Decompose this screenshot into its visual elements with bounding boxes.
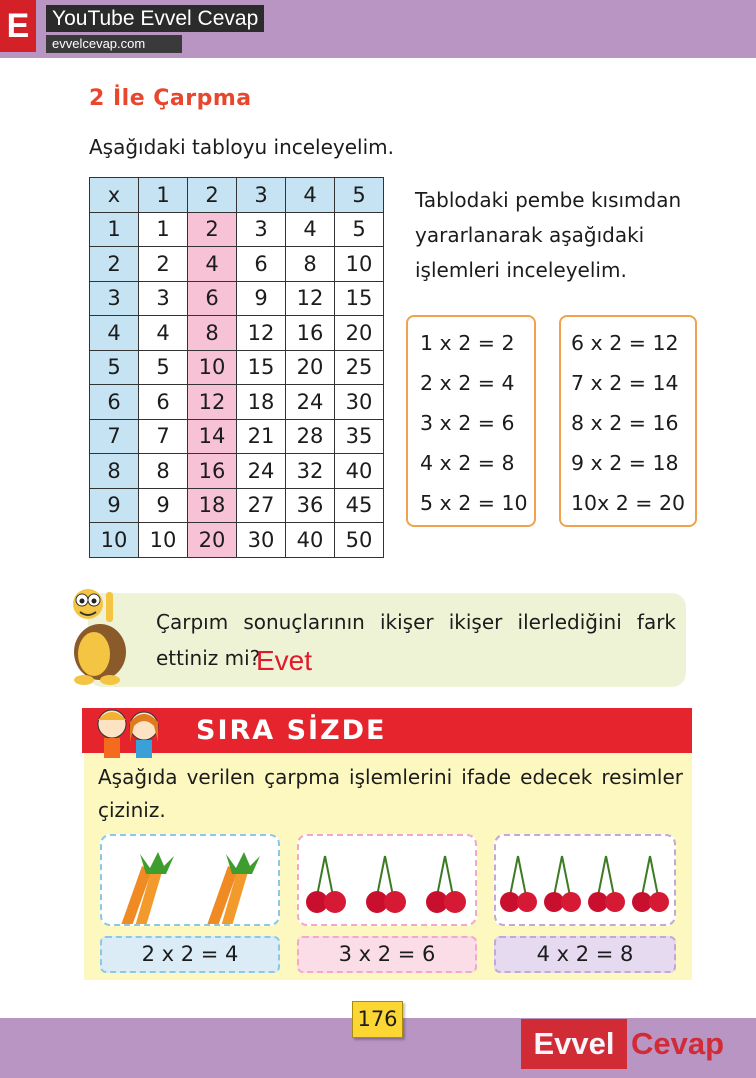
table-cell: 2 xyxy=(139,247,188,282)
task-text: Aşağıda verilen çarpma işlemlerini ifade edecek resimler çiziniz. xyxy=(98,765,683,822)
side-line: yararlanarak aşağıdaki xyxy=(415,223,645,247)
footer-logo xyxy=(521,1019,747,1069)
operation: 4 x 2 = 8 xyxy=(420,451,515,475)
table-row xyxy=(90,247,384,282)
table-cell: 50 xyxy=(335,523,384,558)
table-row xyxy=(90,350,384,385)
table-cell: 3 xyxy=(237,212,286,247)
table-cell: 10 xyxy=(139,523,188,558)
table-cell: 18 xyxy=(188,488,237,523)
cherry-picture-2 xyxy=(494,834,676,926)
table-cell: 5 xyxy=(335,212,384,247)
table-cell: 8 xyxy=(90,454,139,489)
table-cell: 3 xyxy=(90,281,139,316)
table-cell: 12 xyxy=(237,316,286,351)
operation: 7 x 2 = 14 xyxy=(571,371,679,395)
carrot-icon xyxy=(102,836,278,924)
table-row xyxy=(90,454,384,489)
table-cell: 15 xyxy=(237,350,286,385)
table-cell: 24 xyxy=(286,385,335,420)
table-cell: 30 xyxy=(237,523,286,558)
table-cell: x xyxy=(90,178,139,213)
side-line: işlemleri inceleyelim. xyxy=(415,258,627,282)
table-cell: 4 xyxy=(286,212,335,247)
table-cell: 10 xyxy=(335,247,384,282)
page-title: 2 İle Çarpma xyxy=(89,86,252,111)
table-cell: 8 xyxy=(188,316,237,351)
table-cell: 40 xyxy=(286,523,335,558)
table-row xyxy=(90,419,384,454)
table-cell: 5 xyxy=(335,178,384,213)
intro-text: Aşağıdaki tabloyu inceleyelim. xyxy=(89,135,394,159)
operation: 1 x 2 = 2 xyxy=(420,331,515,355)
table-cell: 7 xyxy=(139,419,188,454)
table-cell: 18 xyxy=(237,385,286,420)
operation: 6 x 2 = 12 xyxy=(571,331,679,355)
operation: 3 x 2 = 6 xyxy=(420,411,515,435)
table-cell: 1 xyxy=(139,212,188,247)
logo-left: Evvel xyxy=(521,1019,627,1069)
table-cell: 9 xyxy=(90,488,139,523)
table-cell: 20 xyxy=(335,316,384,351)
table-row xyxy=(90,488,384,523)
table-row xyxy=(90,316,384,351)
table-cell: 10 xyxy=(188,350,237,385)
table-cell: 4 xyxy=(188,247,237,282)
table-cell: 36 xyxy=(286,488,335,523)
table-header-row xyxy=(90,178,384,213)
table-cell: 4 xyxy=(139,316,188,351)
table-cell: 24 xyxy=(237,454,286,489)
logo-right: Cevap xyxy=(631,1026,725,1061)
operation: 5 x 2 = 10 xyxy=(420,491,528,515)
table-cell: 8 xyxy=(139,454,188,489)
multiplication-table xyxy=(89,177,384,558)
table-cell: 16 xyxy=(286,316,335,351)
table-cell: 4 xyxy=(90,316,139,351)
table-cell: 6 xyxy=(90,385,139,420)
table-cell: 27 xyxy=(237,488,286,523)
table-cell: 9 xyxy=(237,281,286,316)
operation: 2 x 2 = 4 xyxy=(420,371,515,395)
table-cell: 45 xyxy=(335,488,384,523)
table-cell: 6 xyxy=(139,385,188,420)
equation-2: 3 x 2 = 6 xyxy=(297,936,477,973)
table-cell: 15 xyxy=(335,281,384,316)
operation: 10x 2 = 20 xyxy=(571,491,686,515)
table-cell: 20 xyxy=(188,523,237,558)
table-cell: 14 xyxy=(188,419,237,454)
table-row xyxy=(90,385,384,420)
table-cell: 3 xyxy=(237,178,286,213)
table-cell: 5 xyxy=(90,350,139,385)
operation: 8 x 2 = 16 xyxy=(571,411,679,435)
operations-box-right xyxy=(559,315,697,527)
cherry-icon xyxy=(299,836,475,924)
table-cell: 2 xyxy=(90,247,139,282)
table-cell: 16 xyxy=(188,454,237,489)
table-cell: 4 xyxy=(286,178,335,213)
table-row xyxy=(90,212,384,247)
table-cell: 2 xyxy=(188,178,237,213)
table-cell: 12 xyxy=(286,281,335,316)
operations-box-left xyxy=(406,315,536,527)
section-banner xyxy=(82,708,692,753)
table-cell: 3 xyxy=(139,281,188,316)
table-row xyxy=(90,523,384,558)
turtle-mascot-icon xyxy=(66,582,130,686)
cherry-picture xyxy=(297,834,477,926)
brand-site: evvelcevap.com xyxy=(46,35,182,53)
table-row xyxy=(90,281,384,316)
table-cell: 10 xyxy=(90,523,139,558)
question-text: Çarpım sonuçlarının ikişer ikişer ilerlediğini fark ettiniz mi? xyxy=(156,610,676,670)
section-title: SIRA SİZDE xyxy=(196,715,387,746)
carrot-picture xyxy=(100,834,280,926)
table-cell: 9 xyxy=(139,488,188,523)
page-number: 176 xyxy=(352,1001,403,1038)
table-cell: 30 xyxy=(335,385,384,420)
table-cell: 40 xyxy=(335,454,384,489)
table-cell: 21 xyxy=(237,419,286,454)
table-cell: 1 xyxy=(139,178,188,213)
table-cell: 6 xyxy=(237,247,286,282)
brand-title: YouTube Evvel Cevap xyxy=(46,5,264,32)
table-cell: 12 xyxy=(188,385,237,420)
table-cell: 2 xyxy=(188,212,237,247)
cherry-icon xyxy=(496,836,674,924)
table-cell: 7 xyxy=(90,419,139,454)
table-cell: 20 xyxy=(286,350,335,385)
table-cell: 5 xyxy=(139,350,188,385)
table-cell: 32 xyxy=(286,454,335,489)
brand-badge: E xyxy=(0,0,36,52)
table-cell: 25 xyxy=(335,350,384,385)
handwritten-answer: Evet xyxy=(256,645,313,676)
side-text xyxy=(415,183,681,288)
table-cell: 1 xyxy=(90,212,139,247)
operation: 9 x 2 = 18 xyxy=(571,451,679,475)
children-icon xyxy=(92,702,172,758)
equation-1: 2 x 2 = 4 xyxy=(100,936,280,973)
equation-3: 4 x 2 = 8 xyxy=(494,936,676,973)
table-cell: 8 xyxy=(286,247,335,282)
table-cell: 35 xyxy=(335,419,384,454)
table-cell: 28 xyxy=(286,419,335,454)
side-line: Tablodaki pembe kısımdan xyxy=(415,188,682,212)
table-cell: 6 xyxy=(188,281,237,316)
